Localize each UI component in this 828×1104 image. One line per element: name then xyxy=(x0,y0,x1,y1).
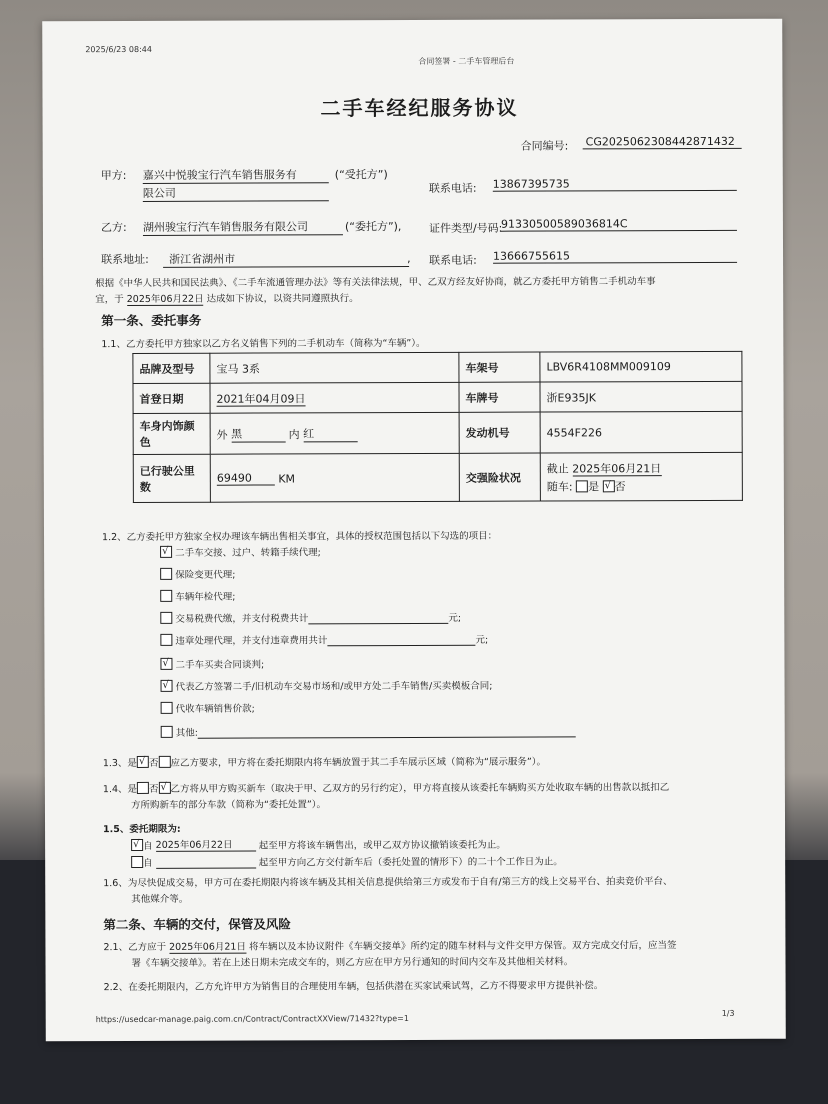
option-sign-template-checkbox[interactable] xyxy=(161,680,173,692)
intro-line-1: 根据《中华人民共和国民法典》、《二手车流通管理办法》等有关法律法规，甲、乙双方经友好协商，就乙方委托甲方销售二手机动车事 xyxy=(95,276,656,290)
color-label: 车身内饰颜色 xyxy=(133,413,210,454)
item-1-6-line2: 其他媒介等。 xyxy=(131,893,189,905)
option-insurance: 保险变更代理; xyxy=(160,567,235,581)
mileage-label: 已行驶公里数 xyxy=(133,454,210,502)
option-transfer: √ 二手车交接、过户、转籍手续代理; xyxy=(160,544,321,559)
item-1-2: 1.2、乙方委托甲方独家全权办理该车辆出售相关事宜，具体的授权范围包括以下勾选的项目： xyxy=(102,530,498,544)
item-2-1-date: 2025年06月21日 xyxy=(169,941,246,953)
mileage-value: 69490 xyxy=(217,471,275,485)
vehicle-info-table: 品牌及型号 宝马 3系 车架号 LBV6R4108MM009109 首登日期 2021年04月09日 车牌号 浙E935JK 车身内饰颜色 外 黑 内 红 发动机号 4554F226 已行驶公里数 69490 KM 交强险状况 截止 2025年06月21日 随车: 是 √ 否 xyxy=(132,351,743,503)
vin-value: LBV6R4108MM009109 xyxy=(540,351,742,382)
plate-label: 车牌号 xyxy=(459,382,540,412)
item-1-1: 1.1、乙方委托甲方独家以乙方名义销售下列的二手机动车（简称为“车辆”）。 xyxy=(101,337,426,351)
with-car-yes-checkbox[interactable] xyxy=(576,480,588,492)
intro-line-2: 宜，于 2025年06月22日 达成如下协议，以资共同遵照执行。 xyxy=(95,293,359,306)
party-b-id: 91330500589036814C xyxy=(501,217,737,232)
brand-label: 品牌及型号 xyxy=(133,353,210,383)
engine-value: 4554F226 xyxy=(540,411,742,453)
option-collect-payment: 代收车辆销售价款; xyxy=(161,701,255,715)
reg-date-label: 首登日期 xyxy=(133,383,210,413)
mileage-unit: KM xyxy=(278,471,296,485)
document-title: 二手车经纪服务协议 xyxy=(320,95,519,121)
party-b-role: (“委托方”), xyxy=(344,220,402,234)
brand-value: 宝马 3系 xyxy=(210,352,459,383)
party-a-name-line1: 嘉兴中悦骏宝行汽车销售服务有 xyxy=(143,166,329,184)
item-1-4: 1.4、是 否√ 乙方将从甲方购买新车（取决于甲、乙双方的另行约定），甲方将直接从该委托车辆购买方处收取车辆的出售款以抵扣乙 xyxy=(103,779,669,795)
option-other: 其他: xyxy=(161,723,576,738)
party-b-address: 浙江省湖州市 xyxy=(163,250,409,268)
item-1-5-b-checkbox[interactable] xyxy=(131,856,143,868)
option-violation: 违章处理代理，并支付违章费用共计 元; xyxy=(160,632,488,647)
option-violation-checkbox[interactable] xyxy=(160,634,172,646)
with-car-no-checkbox[interactable] xyxy=(603,480,615,492)
item-1-4-line2: 方所购新车的部分车款（简称为“委托处置”）。 xyxy=(130,799,327,811)
insurance-label: 交强险状况 xyxy=(459,453,540,501)
option-insurance-checkbox[interactable] xyxy=(160,568,172,580)
item-1-3: 1.3、是√ 否 应乙方要求，甲方将在委托期限内将车辆放置于其二手车展示区域（简称为“展示服务”）。 xyxy=(103,754,546,770)
contract-paper: 2025/6/23 08:44 合同签署 - 二手车管理后台 二手车经纪服务协议 合同编号: CG2025062308442871432 甲方: 嘉兴中悦骏宝行汽车销售服务有 (“受托方”) 限公司 联系电话: 13867395735 乙方: 湖州骏宝行汽车销售服务有限公司 (“委托方”), 证件类型/号码: 91330500589036814C 联系地址: 浙江省湖州市 , 联系电话: 13666755615 根据《中华人民共和国民法典》、《二手车流通管理办法》等有关法律法规，甲、乙双方经友好协商，就乙方委托甲方销售二手机动车事 宜，于 2025年06月22日 达成如下协议，以资共同遵照执行。 第一条、委托事务 1.1、乙方委托甲方独家以乙方名义销售下列的二手机动车（简称为“车辆”）。 品牌及型号 宝马 3系 车架号 LBV6R4108MM009109 首登日期 2021年04月09日 车牌号 浙E935JK 车身内饰颜色 外 黑 内 红 发动机号 4554F226 已行驶公里数 69490 KM 交强险状况 截止 2025年06月21日 随车: 是 √ 否 1.2、乙方委托甲方独家全权办理该车辆出售相关事宜，具体的授权范围包括以下勾选的项目： √ 二手车交接、过户、转籍手续代理; 保险变更代理; 车辆年检代理; 交易税费代缴，并支付税费共计 元; 违章处理代理，并支付违章费用共计 元; √ 二手车买卖合同谈判; √ 代表乙方签署二手/旧机动车交易市场和/或甲方处二手车销售/买卖模板合同; 代收车辆销售价款; 其他: 1.3、是√ 否 应乙方要求，甲方将在委托期限内将车辆放置于其二手车展示区域（简称为“展示服务”）。 1.4、是 否√ 乙方将从甲方购买新车（取决于甲、乙双方的另行约定），甲方将直接从该委托车辆购买方处收取车辆的出售款以抵扣乙 方所购新车的部分车款（简称为“委托处置”）。 1.5、委托期限为: √自 2025年06月22日 起至甲方将该车辆售出，或甲乙双方协议撤销该委托为止。 自 起至甲方向乙方交付新车后（委托处置的情形下）的二十个工作日为止。 1.6、为尽快促成交易，甲方可在委托期限内将该车辆及其相关信息提供给第三方或发布于自有/第三方的线上交易平台、拍卖竞价平台、 其他媒介等。 第二条、车辆的交付，保管及风险 2.1、乙方应于 2025年06月21日 将车辆以及本协议附件《车辆交接单》所约定的随车材料与文件交甲方保管。双方完成交付后，应当签 署《车辆交接单》。若在上述日期未完成交车的，则乙方应在甲方另行通知的时间内交车及其他相关材料。 2.2、在委托期限内，乙方允许甲方为销售目的合理使用车辆，包括供潜在买家试乘试驾，乙方不得要求甲方提供补偿。 https://usedcar-manage.paig.com.cn/Contract/ContractXXView/71432?type=1 1/3 xyxy=(42,19,786,1042)
plate-value: 浙E935JK xyxy=(540,381,742,412)
party-b-id-label: 证件类型/号码: xyxy=(428,221,503,235)
party-b-phone: 13666755615 xyxy=(493,249,737,264)
page-number: 1/3 xyxy=(721,1008,735,1018)
print-datetime: 2025/6/23 08:44 xyxy=(85,44,152,55)
party-a-role: (“受托方”) xyxy=(334,168,388,182)
section-1-title: 第一条、委托事务 xyxy=(101,312,202,329)
option-tax-checkbox[interactable] xyxy=(160,612,172,624)
contract-no: CG2025062308442871432 xyxy=(583,135,742,150)
party-a-label: 甲方: xyxy=(100,169,127,183)
option-inspection-checkbox[interactable] xyxy=(160,590,172,602)
party-b-address-label: 联系地址: xyxy=(101,252,149,267)
item-1-5-a-checkbox[interactable] xyxy=(131,839,143,851)
party-a-phone-label: 联系电话: xyxy=(428,181,477,195)
item-1-5-a-date: 2025年06月22日 xyxy=(156,837,256,852)
item-1-5-a: √自 2025年06月22日 起至甲方将该车辆售出，或甲乙双方协议撤销该委托为止。 xyxy=(131,836,506,852)
exterior-color: 黑 xyxy=(231,425,285,442)
option-tax: 交易税费代缴，并支付税费共计 元; xyxy=(160,610,461,625)
item-1-6: 1.6、为尽快促成交易，甲方可在委托期限内将该车辆及其相关信息提供给第三方或发布于自有/第三方的线上交易平台、拍卖竞价平台、 xyxy=(103,876,673,890)
party-a-phone: 13867395735 xyxy=(493,177,737,192)
item-2-1-line2: 署《车辆交接单》。若在上述日期未完成交车的，则乙方应在甲方另行通知的时间内交车及其他相关材料。 xyxy=(131,956,574,969)
item-1-5-b: 自 起至甲方向乙方交付新车后（委托处置的情形下）的二十个工作日为止。 xyxy=(131,853,563,869)
intro-date: 2025年06月22日 xyxy=(126,293,204,306)
reg-date-value: 2021年04月09日 xyxy=(216,391,306,406)
item-1-5-title: 1.5、委托期限为: xyxy=(103,823,181,836)
print-url: https://usedcar-manage.paig.com.cn/Contract/ContractXXView/71432?type=1 xyxy=(95,1014,409,1025)
interior-color: 红 xyxy=(303,425,357,442)
option-collect-payment-checkbox[interactable] xyxy=(161,702,173,714)
party-b-name: 湖州骏宝行汽车销售服务有限公司 xyxy=(143,218,343,236)
item-1-3-yes-checkbox[interactable] xyxy=(137,756,149,768)
item-2-2: 2.2、在委托期限内，乙方允许甲方为销售目的合理使用车辆，包括供潜在买家试乘试驾，乙方不得要求甲方提供补偿。 xyxy=(103,980,604,994)
option-negotiation: √ 二手车买卖合同谈判; xyxy=(160,657,264,671)
option-other-checkbox[interactable] xyxy=(161,726,173,738)
section-2-title: 第二条、车辆的交付，保管及风险 xyxy=(103,916,291,933)
item-1-4-no-checkbox[interactable] xyxy=(159,782,171,794)
item-1-4-yes-checkbox[interactable] xyxy=(137,782,149,794)
option-inspection: 车辆年检代理; xyxy=(160,589,235,603)
option-transfer-checkbox[interactable] xyxy=(160,546,172,558)
contract-no-label: 合同编号: xyxy=(520,139,569,153)
option-sign-template: √ 代表乙方签署二手/旧机动车交易市场和/或甲方处二手车销售/买卖模板合同; xyxy=(161,678,493,693)
item-2-1: 2.1、乙方应于 2025年06月21日 将车辆以及本协议附件《车辆交接单》所约定的随车材料与文件交甲方保管。双方完成交付后，应当签 xyxy=(103,940,677,954)
insurance-until: 2025年06月21日 xyxy=(572,461,662,475)
party-b-label: 乙方: xyxy=(100,221,127,235)
print-site-title: 合同签署 - 二手车管理后台 xyxy=(418,56,515,66)
party-b-phone-label: 联系电话: xyxy=(429,253,477,267)
item-1-3-no-checkbox[interactable] xyxy=(158,756,170,768)
option-negotiation-checkbox[interactable] xyxy=(160,658,172,670)
party-a-name-line2: 限公司 xyxy=(143,184,329,202)
vin-label: 车架号 xyxy=(459,352,540,382)
engine-label: 发动机号 xyxy=(459,412,540,453)
